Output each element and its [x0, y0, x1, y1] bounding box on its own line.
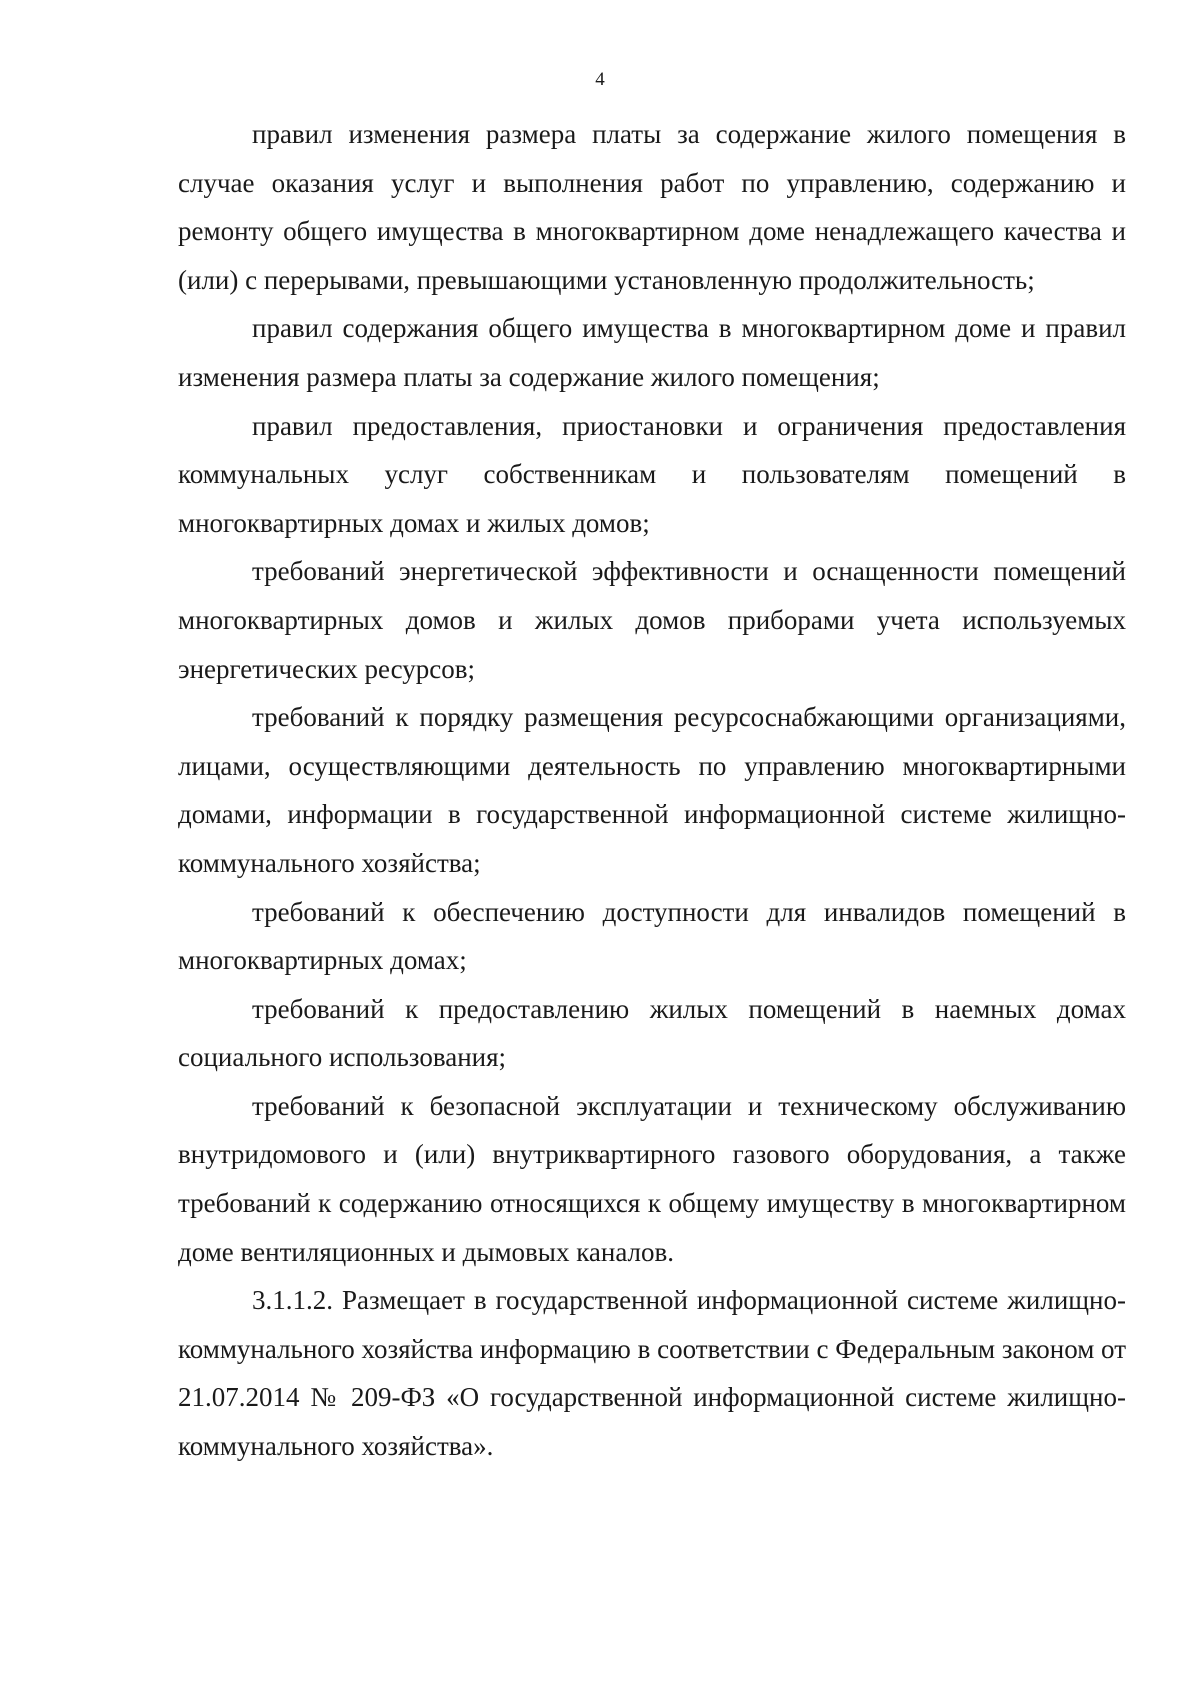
document-body — [178, 110, 1126, 1471]
paragraph-gas-equipment-requirements: требований к безопасной эксплуатации и техническому обслуживанию внутридомового и (или) внутриквартирного газового оборудования, а также требований к содержанию относящихся к общему имуществу в многоквартирном доме вентиляционных и дымовых каналов. — [178, 1090, 1126, 1267]
paragraph-common-property-rules: правил содержания общего имущества в многоквартирном доме и правил изменения размера платы за содержание жилого помещения; — [178, 313, 1126, 392]
paragraph-accessibility-requirements: требований к обеспечению доступности для инвалидов помещений в многоквартирных домах; — [178, 896, 1126, 976]
paragraph-information-placement-requirements: требований к порядку размещения ресурсоснабжающими организациями, лицами, осуществляющими деятельность по управлению многоквартирными домами, информации в государственной информационной системе жилищно-коммунального хозяйства; — [178, 702, 1126, 878]
page-number: 4 — [595, 69, 605, 90]
paragraph-utility-services-rules: правил предоставления, приостановки и ограничения предоставления коммунальных услуг собственникам и пользователям помещений в многоквартирных домах и жилых домов; — [178, 410, 1126, 538]
paragraph-section-3-1-1-2: 3.1.1.2. Размещает в государственной информационной системе жилищно-коммунального хозяйства информацию в соответствии с Федеральным законом от 21.07.2014 № 209-ФЗ «О государственной информационной системе жилищно-коммунального хозяйства». — [178, 1285, 1126, 1462]
paragraph-rental-housing-requirements: требований к предоставлению жилых помещений в наемных домах социального использования; — [178, 993, 1126, 1073]
paragraph-energy-efficiency-requirements: требований энергетической эффективности и оснащенности помещений многоквартирных домов и жилых домов приборами учета используемых энергетических ресурсов; — [178, 556, 1126, 684]
paragraph-payment-change-rules: правил изменения размера платы за содержание жилого помещения в случае оказания услуг и выполнения работ по управлению, содержанию и ремонту общего имущества в многоквартирном доме ненадлежащего качества и (или) с перерывами, превышающими установленную продолжительность; — [178, 119, 1126, 295]
